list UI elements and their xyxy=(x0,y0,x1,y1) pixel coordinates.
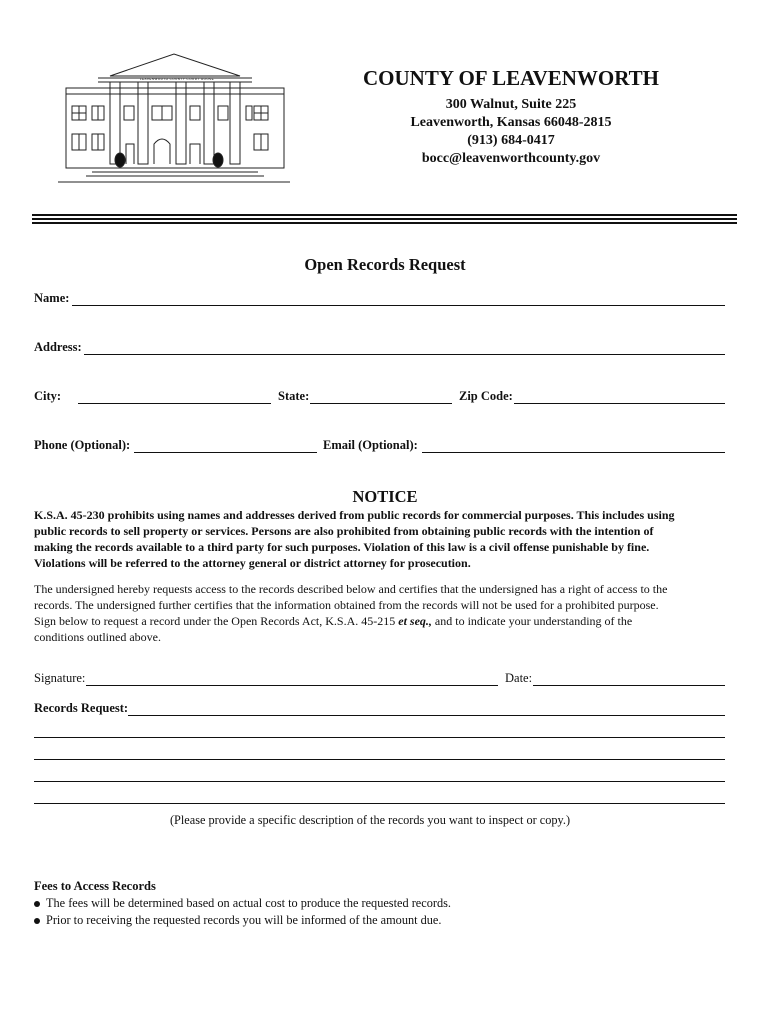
phone-label: Phone (Optional): xyxy=(34,438,131,452)
certification-line-2: records. The undersigned further certifies that the information obtained from the records will not be used for a prohibited purpose. xyxy=(34,598,659,612)
name-label: Name: xyxy=(34,291,70,305)
email-label: Email (Optional): xyxy=(323,438,418,452)
date-label: Date: xyxy=(505,671,533,685)
records-request-line-1[interactable] xyxy=(128,715,725,716)
address-field[interactable] xyxy=(84,354,725,355)
zip-code-label: Zip Code: xyxy=(459,389,513,403)
name-field[interactable] xyxy=(72,305,725,306)
address-line-1: 300 Walnut, Suite 225 xyxy=(445,97,577,112)
bullet-icon xyxy=(34,918,40,924)
certification-text xyxy=(34,581,726,645)
fees-heading: Fees to Access Records xyxy=(34,879,156,893)
email-field[interactable] xyxy=(422,452,725,453)
zip-code-field[interactable] xyxy=(514,403,725,404)
header-divider xyxy=(32,214,737,224)
notice-line-3: making the records available to a third party for such purposes. Violation of this law is a civil offense punishable by fine. xyxy=(34,540,650,554)
email-address: bocc@leavenworthcounty.gov xyxy=(421,151,601,166)
records-request-hint: (Please provide a specific description of the records you want to inspect or copy.) xyxy=(169,813,571,827)
certification-line-1: The undersigned hereby requests access to the records described below and certifies that the undersigned has a right of access to the xyxy=(34,582,668,596)
fees-list xyxy=(34,895,451,929)
state-field[interactable] xyxy=(310,403,452,404)
notice-line-2: public records to sell property or services. Persons are also prohibited from obtaining public records with the intention of xyxy=(34,524,654,538)
courthouse-logo xyxy=(58,48,290,188)
records-request-line-4[interactable] xyxy=(34,781,725,782)
signature-field[interactable] xyxy=(86,685,498,686)
courthouse-sign-text: LEAVENWORTH COUNTY COURT HOUSE xyxy=(139,77,215,81)
records-request-line-2[interactable] xyxy=(34,737,725,738)
bullet-icon xyxy=(34,901,40,907)
state-label: State: xyxy=(278,389,310,403)
notice-line-4: Violations will be referred to the attorney general or district attorney for prosecution. xyxy=(34,556,471,570)
phone-field[interactable] xyxy=(134,452,317,453)
certification-line-3-start: Sign below to request a record under the Open Records Act, K.S.A. 45-215 xyxy=(34,614,399,628)
notice-line-1: K.S.A. 45-230 prohibits using names and addresses derived from public records for commercial purposes. This includes using xyxy=(34,508,675,522)
records-request-label: Records Request: xyxy=(34,701,129,715)
certification-line-4: conditions outlined above. xyxy=(34,630,161,644)
date-field[interactable] xyxy=(533,685,725,686)
address-line-2: Leavenworth, Kansas 66048-2815 xyxy=(410,115,612,130)
city-field[interactable] xyxy=(78,403,271,404)
county-name: COUNTY OF LEAVENWORTH xyxy=(362,66,660,90)
form-title: Open Records Request xyxy=(304,255,466,274)
phone-number: (913) 684-0417 xyxy=(467,133,555,148)
notice-heading: NOTICE xyxy=(352,487,418,506)
signature-label: Signature: xyxy=(34,671,86,685)
et-seq-text: et seq., xyxy=(398,614,432,628)
certification-line-3-end: and to indicate your understanding of the xyxy=(431,614,633,628)
address-label: Address: xyxy=(34,340,82,354)
records-request-line-5[interactable] xyxy=(34,803,725,804)
certification-line-3 xyxy=(34,613,726,629)
city-label: City: xyxy=(34,389,62,403)
courthouse-icon xyxy=(58,48,290,188)
fees-item: Prior to receiving the requested records you will be informed of the amount due. xyxy=(34,912,451,929)
records-request-line-3[interactable] xyxy=(34,759,725,760)
notice-text xyxy=(34,507,726,571)
fees-item: The fees will be determined based on actual cost to produce the requested records. xyxy=(34,895,451,912)
